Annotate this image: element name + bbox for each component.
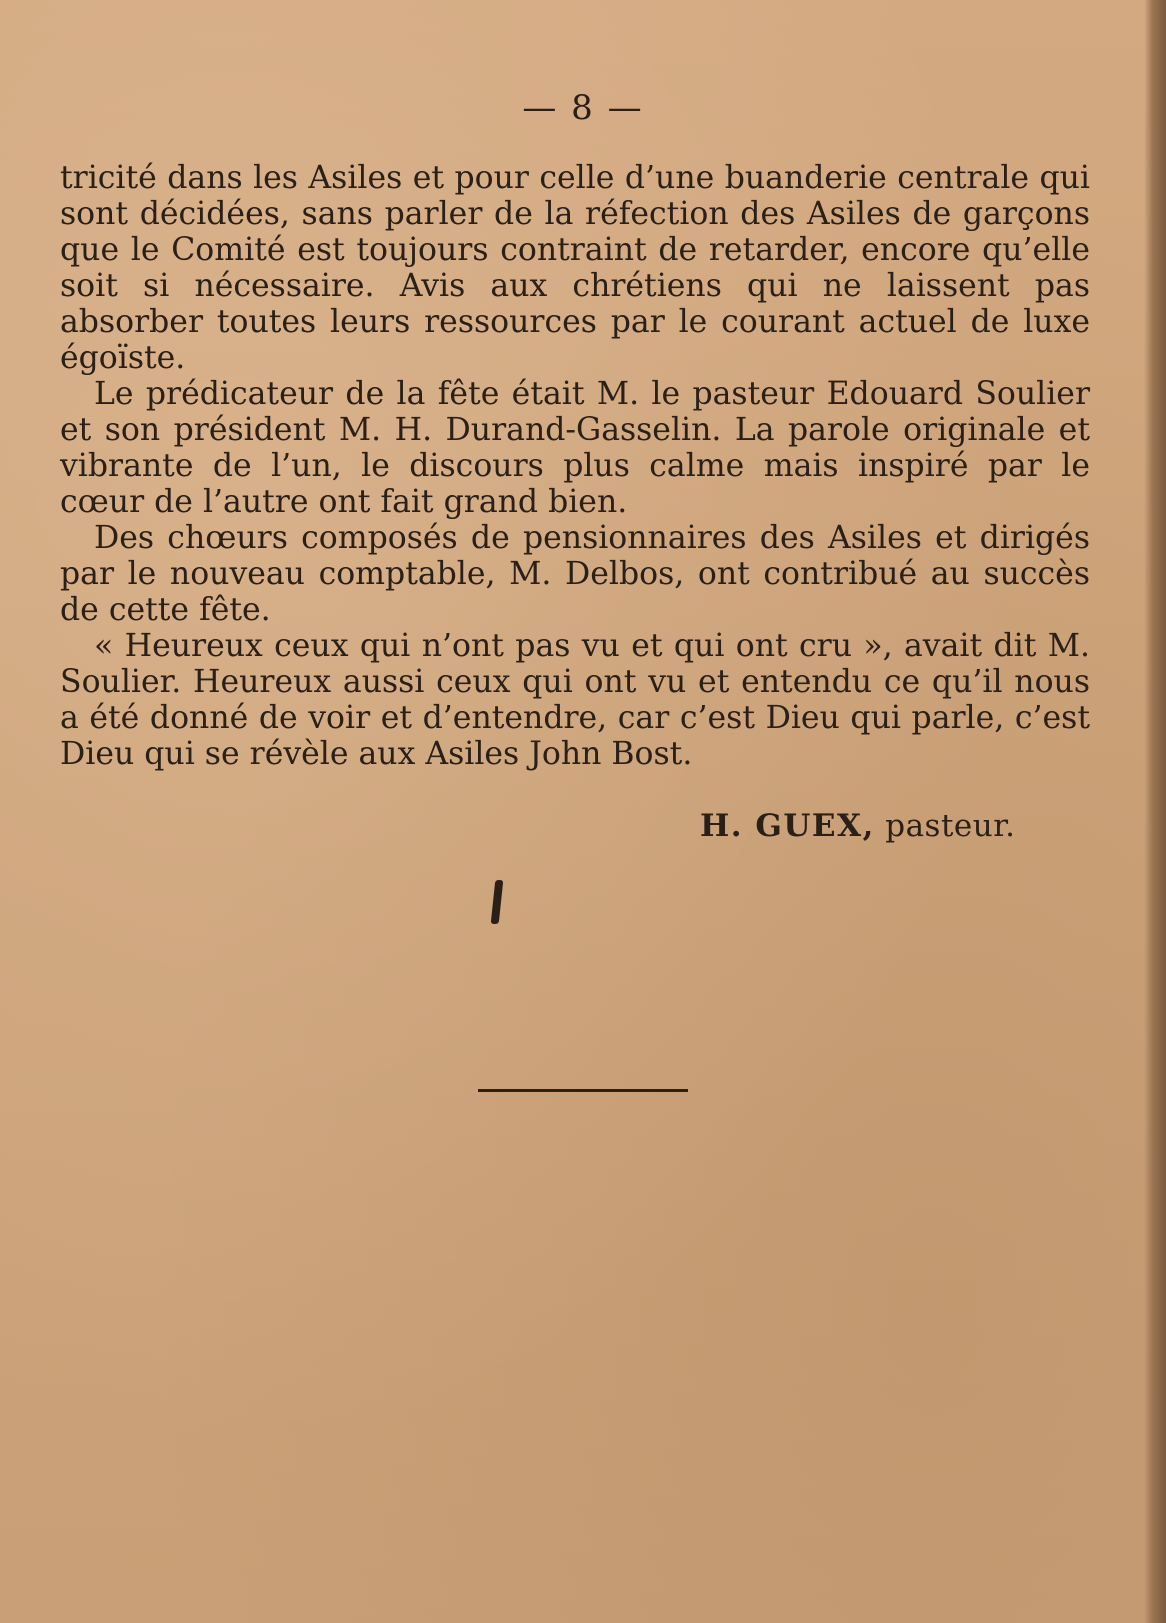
signature-title: pasteur. [885, 808, 1016, 844]
page-number: — 8 — [522, 88, 644, 128]
page-edge [1144, 0, 1166, 1623]
ink-mark [491, 880, 504, 924]
paragraph: Des chœurs composés de pensionnaires des Asiles et dirigés par le nouveau comptable, M. Delbos, ont contribué au succès de cette fête. [60, 520, 1090, 628]
body-text [60, 160, 1090, 772]
closing-rule [478, 1089, 688, 1092]
signature [700, 808, 1016, 844]
paragraph: « Heureux ceux qui n’ont pas vu et qui ont cru », avait dit M. Soulier. Heureux aussi ceux qui ont vu et entendu ce qu’il nous a été donné de voir et d’entendre, car c’est Dieu qui parle, c’est Dieu qui se révèle aux Asiles John Bost. [60, 628, 1090, 772]
paragraph: Le prédicateur de la fête était M. le pasteur Edouard Soulier et son président M. H. Durand-Gasselin. La parole originale et vibrante de l’un, le discours plus calme mais inspiré par le cœur de l’autre ont fait grand bien. [60, 376, 1090, 520]
signature-name: H. GUEX, [700, 808, 875, 844]
paragraph: tricité dans les Asiles et pour celle d’une buanderie centrale qui sont décidées, sans parler de la réfection des Asiles de garçons que le Comité est toujours contraint de retarder, encore qu’elle soit si nécessaire. Avis aux chrétiens qui ne laissent pas absorber toutes leurs ressources par le courant actuel de luxe égoïste. [60, 160, 1090, 376]
